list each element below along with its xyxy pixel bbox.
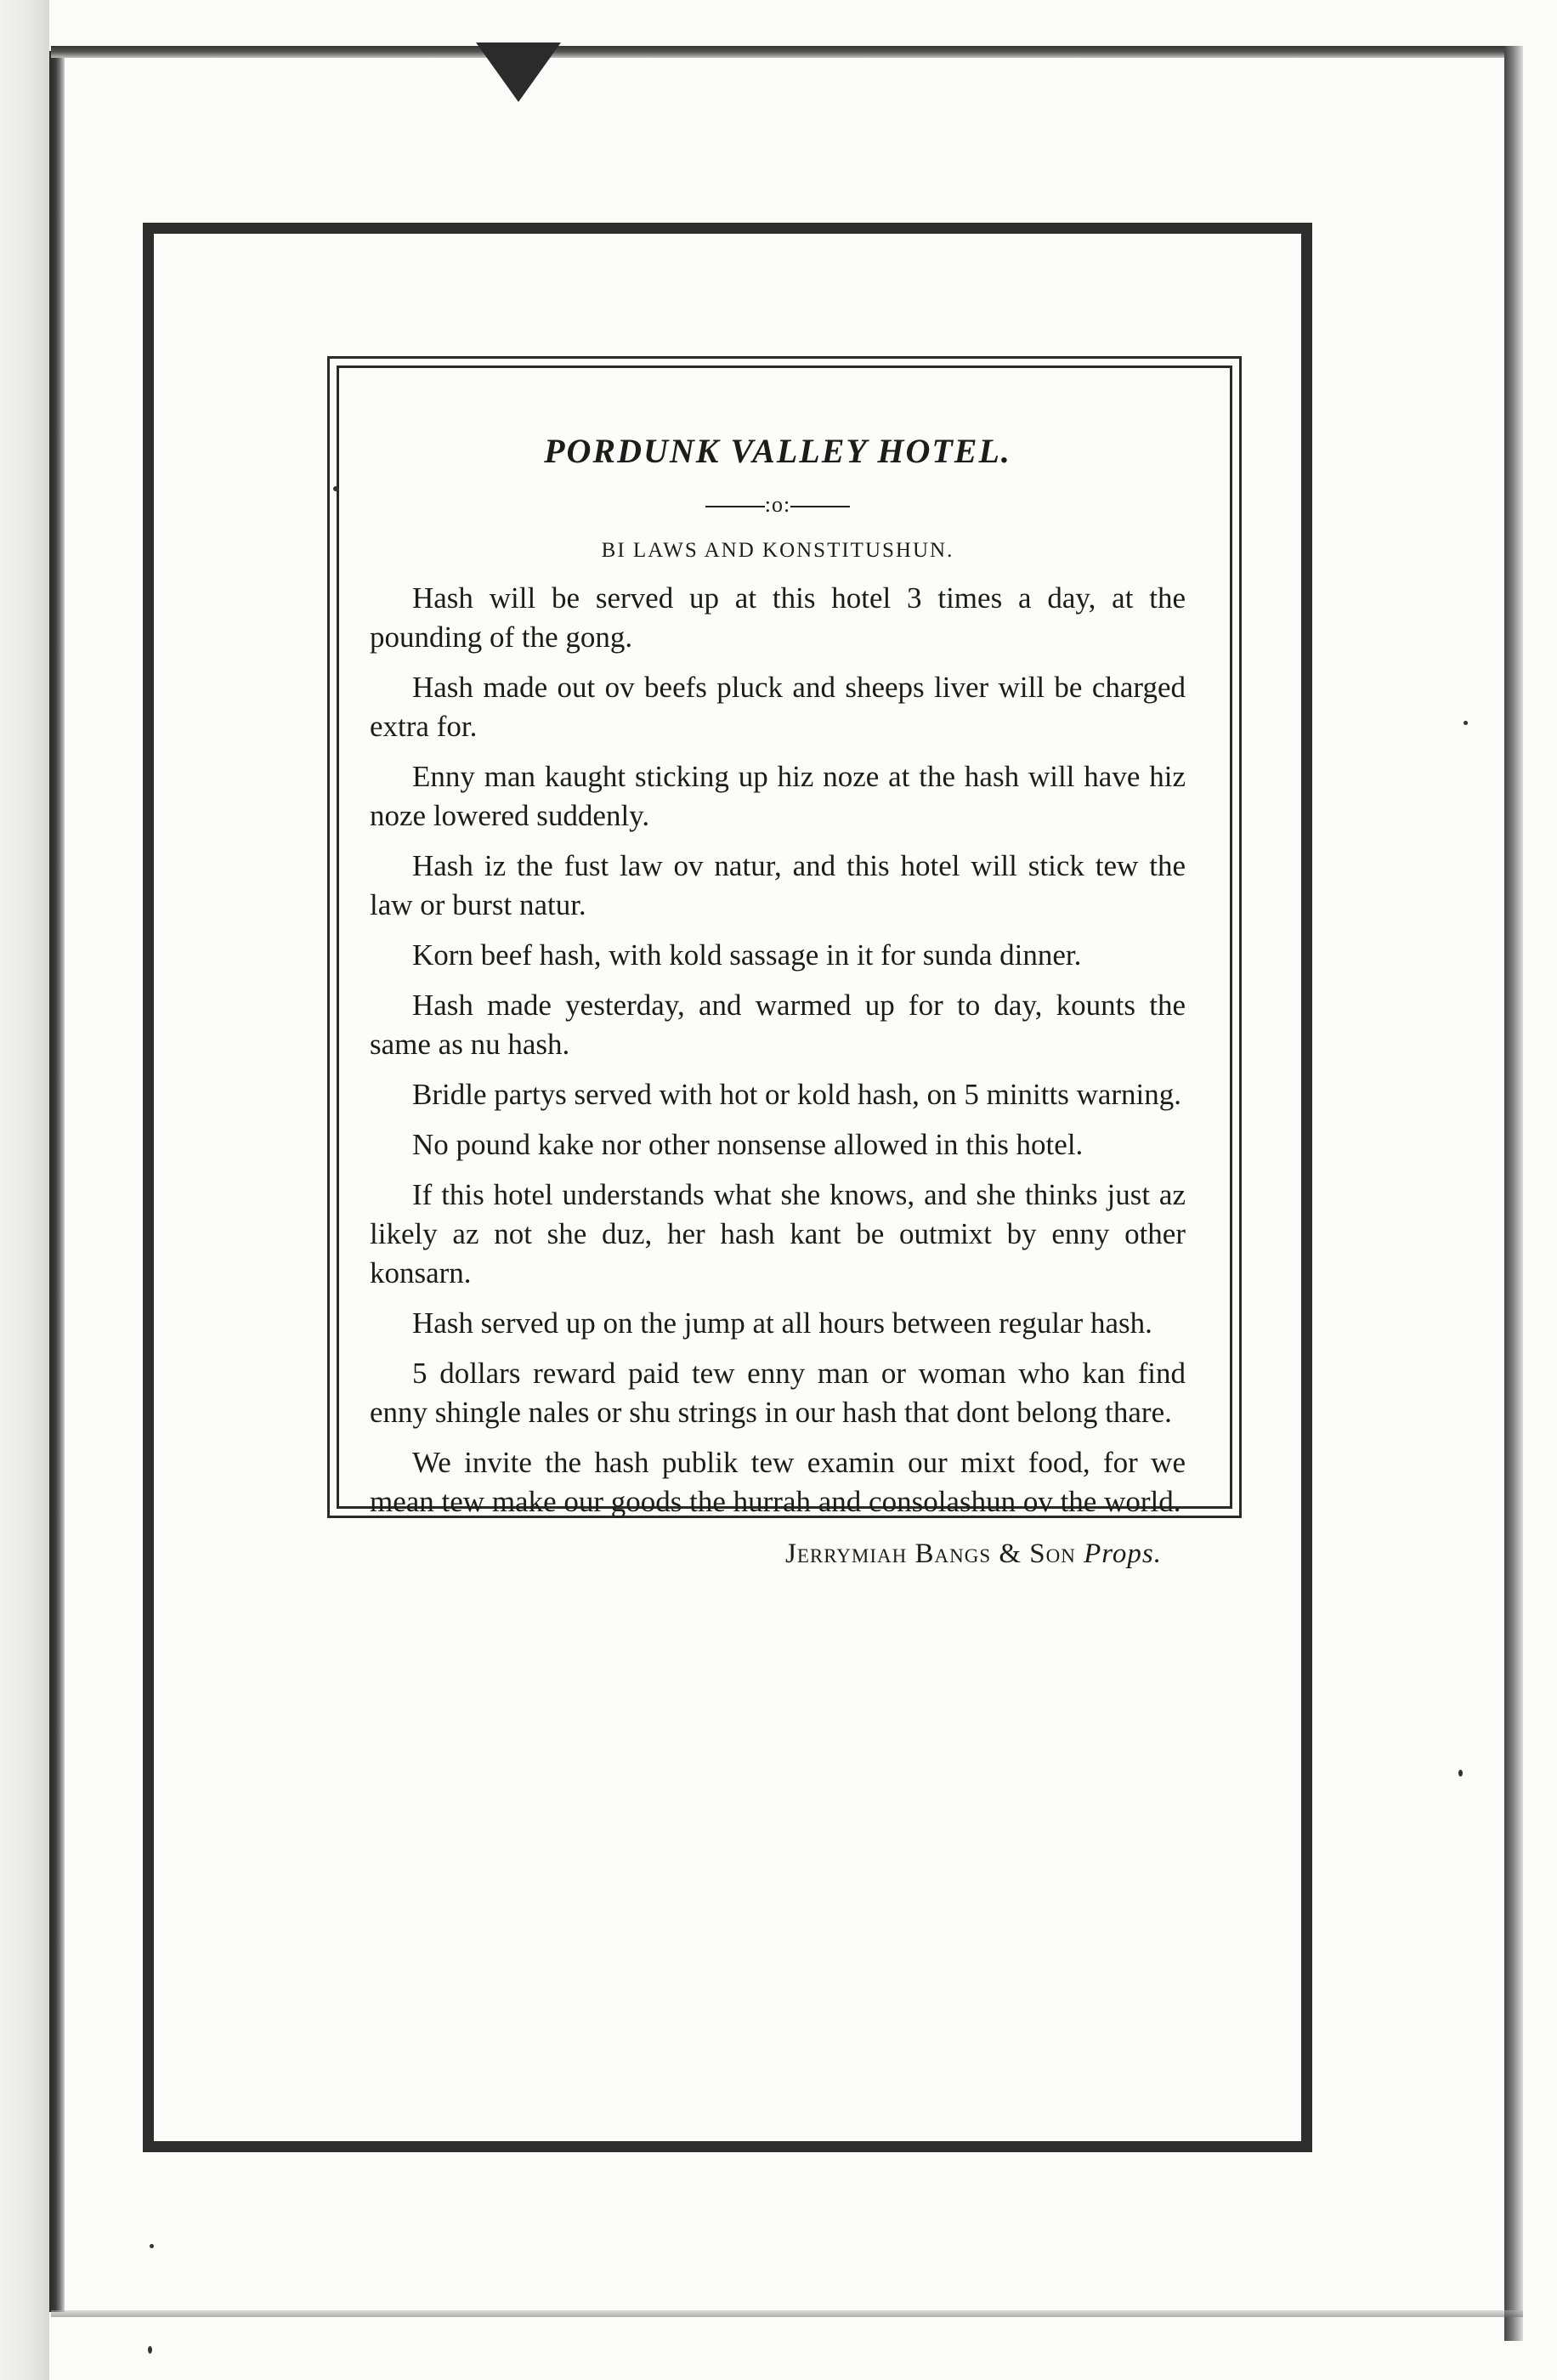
- bylaw-paragraph: Hash made out ov beefs pluck and sheeps liver will be charged extra for.: [370, 671, 1186, 743]
- bylaws-list: [370, 579, 1186, 1522]
- title-ornament: [370, 492, 1186, 518]
- notice-content: [370, 429, 1186, 1570]
- bylaw-paragraph: Korn beef hash, with kold sassage in it for sunda dinner.: [412, 938, 1082, 972]
- ornament-rule-right: [790, 506, 850, 507]
- proprietor-signature: [370, 1538, 1186, 1570]
- bylaw-paragraph: Hash served up on the jump at all hours between regular hash.: [412, 1306, 1152, 1340]
- print-speck: [148, 2346, 152, 2354]
- bylaw-paragraph: Enny man kaught sticking up hiz noze at the hash will have hiz noze lowered suddenly.: [370, 760, 1186, 832]
- bylaw-paragraph: No pound kake nor other nonsense allowed in this hotel.: [412, 1128, 1084, 1161]
- print-speck: [1464, 721, 1468, 725]
- page-binding-edge: [0, 0, 49, 2380]
- binding-shadow: [49, 51, 65, 2312]
- proprietor-role: Props.: [1084, 1538, 1162, 1569]
- page-top-edge: [51, 46, 1504, 58]
- bylaw-paragraph: Hash iz the fust law ov natur, and this hotel will stick tew the law or burst natur.: [370, 849, 1186, 921]
- page-notch: [476, 42, 561, 102]
- bylaw-paragraph: If this hotel understands what she knows, and she thinks just az likely az not she duz, her hash kant be outmixt by enny other konsarn.: [370, 1178, 1186, 1289]
- notice-title: PORDUNK VALLEY HOTEL.: [544, 432, 1011, 470]
- print-speck: [1458, 1770, 1463, 1776]
- page-bottom-edge: [51, 2310, 1523, 2317]
- page-right-edge: [1504, 46, 1523, 2341]
- ornament-rule-left: [705, 506, 765, 507]
- proprietor-name: Jerrymiah Bangs & Son: [785, 1538, 1076, 1569]
- notice-subtitle: BI LAWS AND KONSTITUSHUN.: [601, 539, 954, 562]
- bylaw-paragraph: 5 dollars reward paid tew enny man or woman who kan find enny shingle nales or shu strings in our hash that dont belong thare.: [370, 1357, 1186, 1429]
- bylaw-paragraph: Hash made yesterday, and warmed up for to day, kounts the same as nu hash.: [370, 989, 1186, 1061]
- ornament-mark: :o:: [764, 492, 791, 517]
- print-speck: [333, 486, 338, 491]
- bylaw-paragraph: Bridle partys served with hot or kold hash, on 5 minitts warning.: [412, 1078, 1182, 1111]
- bylaw-paragraph: Hash will be served up at this hotel 3 times a day, at the pounding of the gong.: [370, 581, 1186, 654]
- bylaw-paragraph: We invite the hash publik tew examin our mixt food, for we mean tew make our goods the hurrah and consolashun ov the world.: [370, 1446, 1186, 1518]
- print-speck: [150, 2244, 154, 2248]
